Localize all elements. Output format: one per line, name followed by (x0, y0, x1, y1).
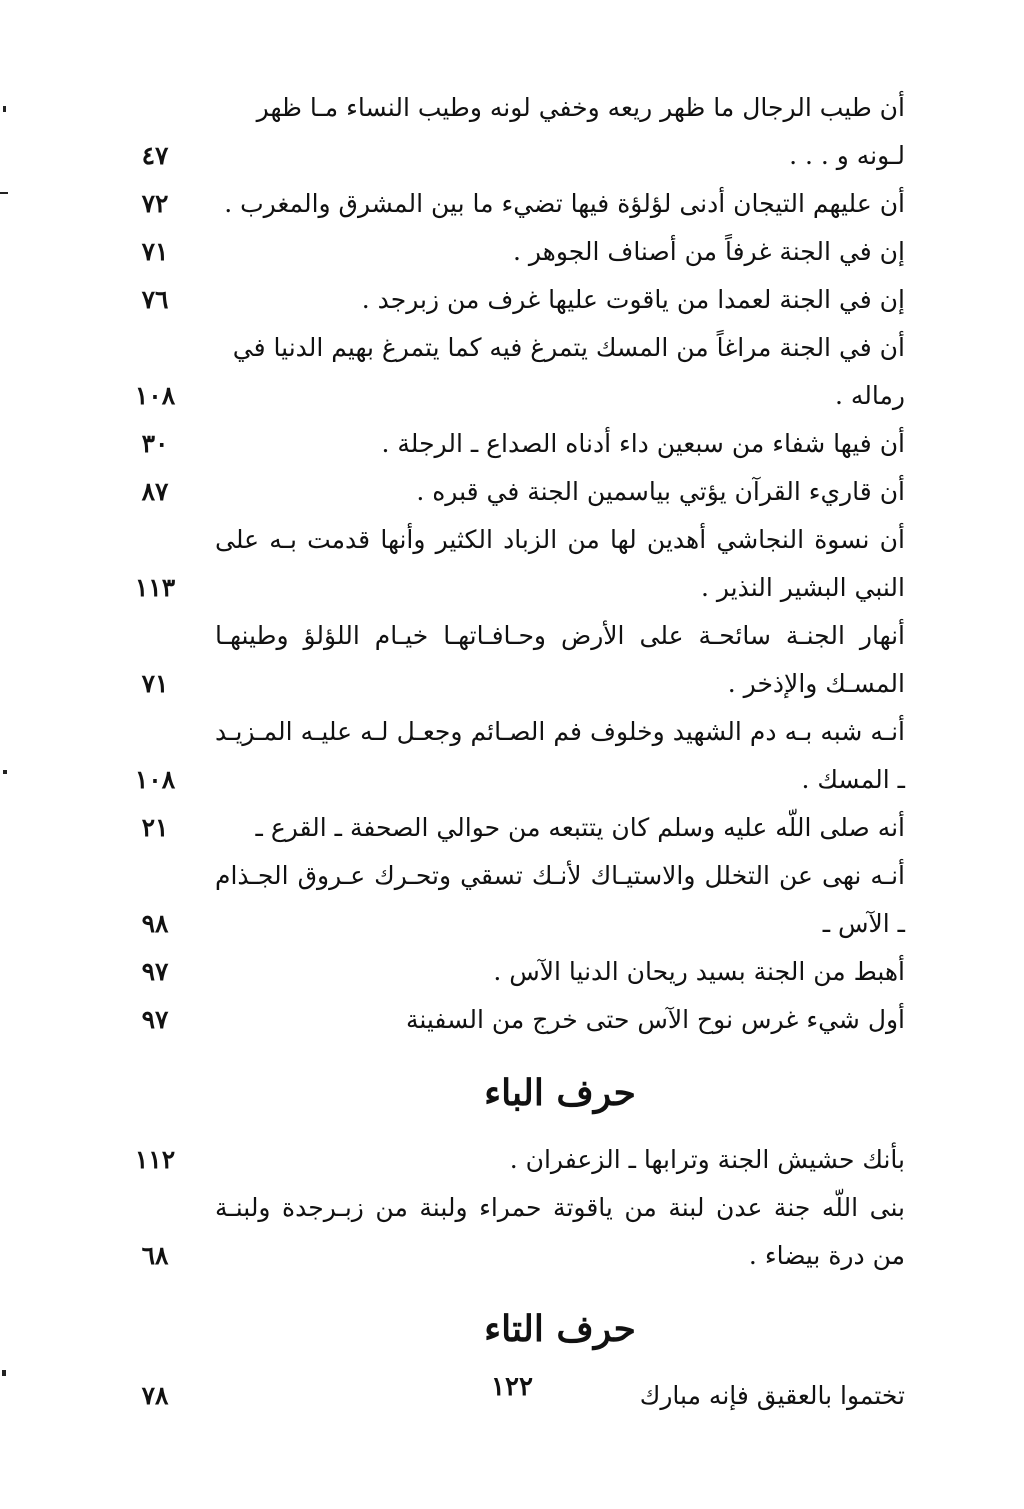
entry-text: أن عليهم التيجان أدنى لؤلؤة فيها تضيء ما بين المشرق والمغرب . (224, 189, 905, 218)
index-entry (120, 996, 905, 1044)
entry-text: أنـه نهى عن التخلل والاستيـاك لأنـك تسقي وتحـرك عـروق الجـذام ـ الآس ـ (215, 861, 905, 938)
entry-page-number: ٧١ (141, 237, 169, 266)
page-number: ١٢٢ (491, 1372, 533, 1402)
entry-text: أنه صلى اللّه عليه وسلم كان يتتبعه من حوالي الصحفة ـ القرع ـ (255, 813, 905, 842)
scan-speck (2, 1370, 6, 1376)
entry-page-number: ٨٧ (141, 477, 169, 506)
entry-page-number: ١٠٨ (134, 381, 176, 410)
entry-text: أهبط من الجنة بسيد ريحان الدنيا الآس . (493, 957, 905, 986)
entry-page-number: ٧١ (141, 669, 169, 698)
section-heading-baa: حرف الباء (484, 1072, 636, 1114)
entry-page-number: ٩٨ (141, 909, 169, 938)
entry-page-number: ٧٢ (141, 189, 169, 218)
entry-page-number: ١١٢ (134, 1145, 176, 1174)
entry-page-number: ٩٧ (141, 957, 169, 986)
entry-text: تختموا بالعقيق فإنه مبارك (639, 1381, 905, 1410)
entry-text: أول شيء غرس نوح الآس حتى خرج من السفينة (405, 1005, 905, 1034)
index-entry (120, 468, 905, 516)
index-entry (120, 804, 905, 852)
index-entry (120, 180, 905, 228)
index-entry (120, 516, 905, 612)
entry-page-number: ٤٧ (141, 141, 169, 170)
entry-text: أن طيب الرجال ما ظهر ريعه وخفي لونه وطيب النساء مـا ظهر لـونه و . . . (256, 93, 905, 170)
entry-page-number: ٧٦ (141, 285, 169, 314)
index-entry (120, 948, 905, 996)
index-entry (120, 1136, 905, 1184)
index-entry (120, 324, 905, 420)
section-heading-taa: حرف التاء (484, 1308, 636, 1350)
index-entry (120, 1184, 905, 1280)
entry-page-number: ٩٧ (141, 1005, 169, 1034)
index-entry (120, 708, 905, 804)
entry-text: إن في الجنة لعمدا من ياقوت عليها غرف من زبرجد . (361, 285, 905, 314)
entry-text: أن قاريء القرآن يؤتي بياسمين الجنة في قبره . (416, 477, 905, 506)
entry-text: أنـه شبه بـه دم الشهيد وخلوف فم الصـائم وجعـل لـه عليـه المـزيـد ـ المسك . (215, 717, 905, 794)
entry-page-number: ٦٨ (141, 1241, 169, 1270)
entry-text: أنهار الجنـة سائحـة على الأرض وحـافـاتهـا خيـام اللؤلؤ وطينهـا المسـك والإذخر . (215, 621, 905, 698)
scan-speck (3, 770, 7, 774)
entry-page-number: ٧٨ (141, 1381, 169, 1410)
index-entry (120, 228, 905, 276)
scan-speck (3, 106, 6, 112)
entry-text: أن في الجنة مراغاً من المسك يتمرغ فيه كما يتمرغ بهيم الدنيا في رماله . (232, 333, 905, 410)
index-entry (120, 852, 905, 948)
entry-page-number: ١١٣ (134, 573, 176, 602)
index-entry (120, 276, 905, 324)
entry-page-number: ١٠٨ (134, 765, 176, 794)
index-entries (120, 84, 905, 1420)
entry-text: أن فيها شفاء من سبعين داء أدناه الصداع ـ الرجلة . (381, 429, 905, 458)
entry-page-number: ٣٠ (141, 429, 169, 458)
entry-page-number: ٢١ (141, 813, 169, 842)
index-entry (120, 84, 905, 180)
entry-text: بأنك حشيش الجنة وترابها ـ الزعفران . (509, 1145, 905, 1174)
index-entry (120, 612, 905, 708)
entry-text: بنى اللّه جنة عدن لبنة من ياقوتة حمراء ولبنة من زبـرجدة ولبنـة من درة بيضاء . (215, 1193, 905, 1270)
entry-text: أن نسوة النجاشي أهدين لها من الزباد الكثير وأنها قدمت بـه على النبي البشير النذير . (215, 525, 905, 602)
index-entry (120, 420, 905, 468)
scan-speck (0, 192, 8, 194)
entry-text: إن في الجنة غرفاً من أصناف الجوهر . (512, 237, 905, 266)
